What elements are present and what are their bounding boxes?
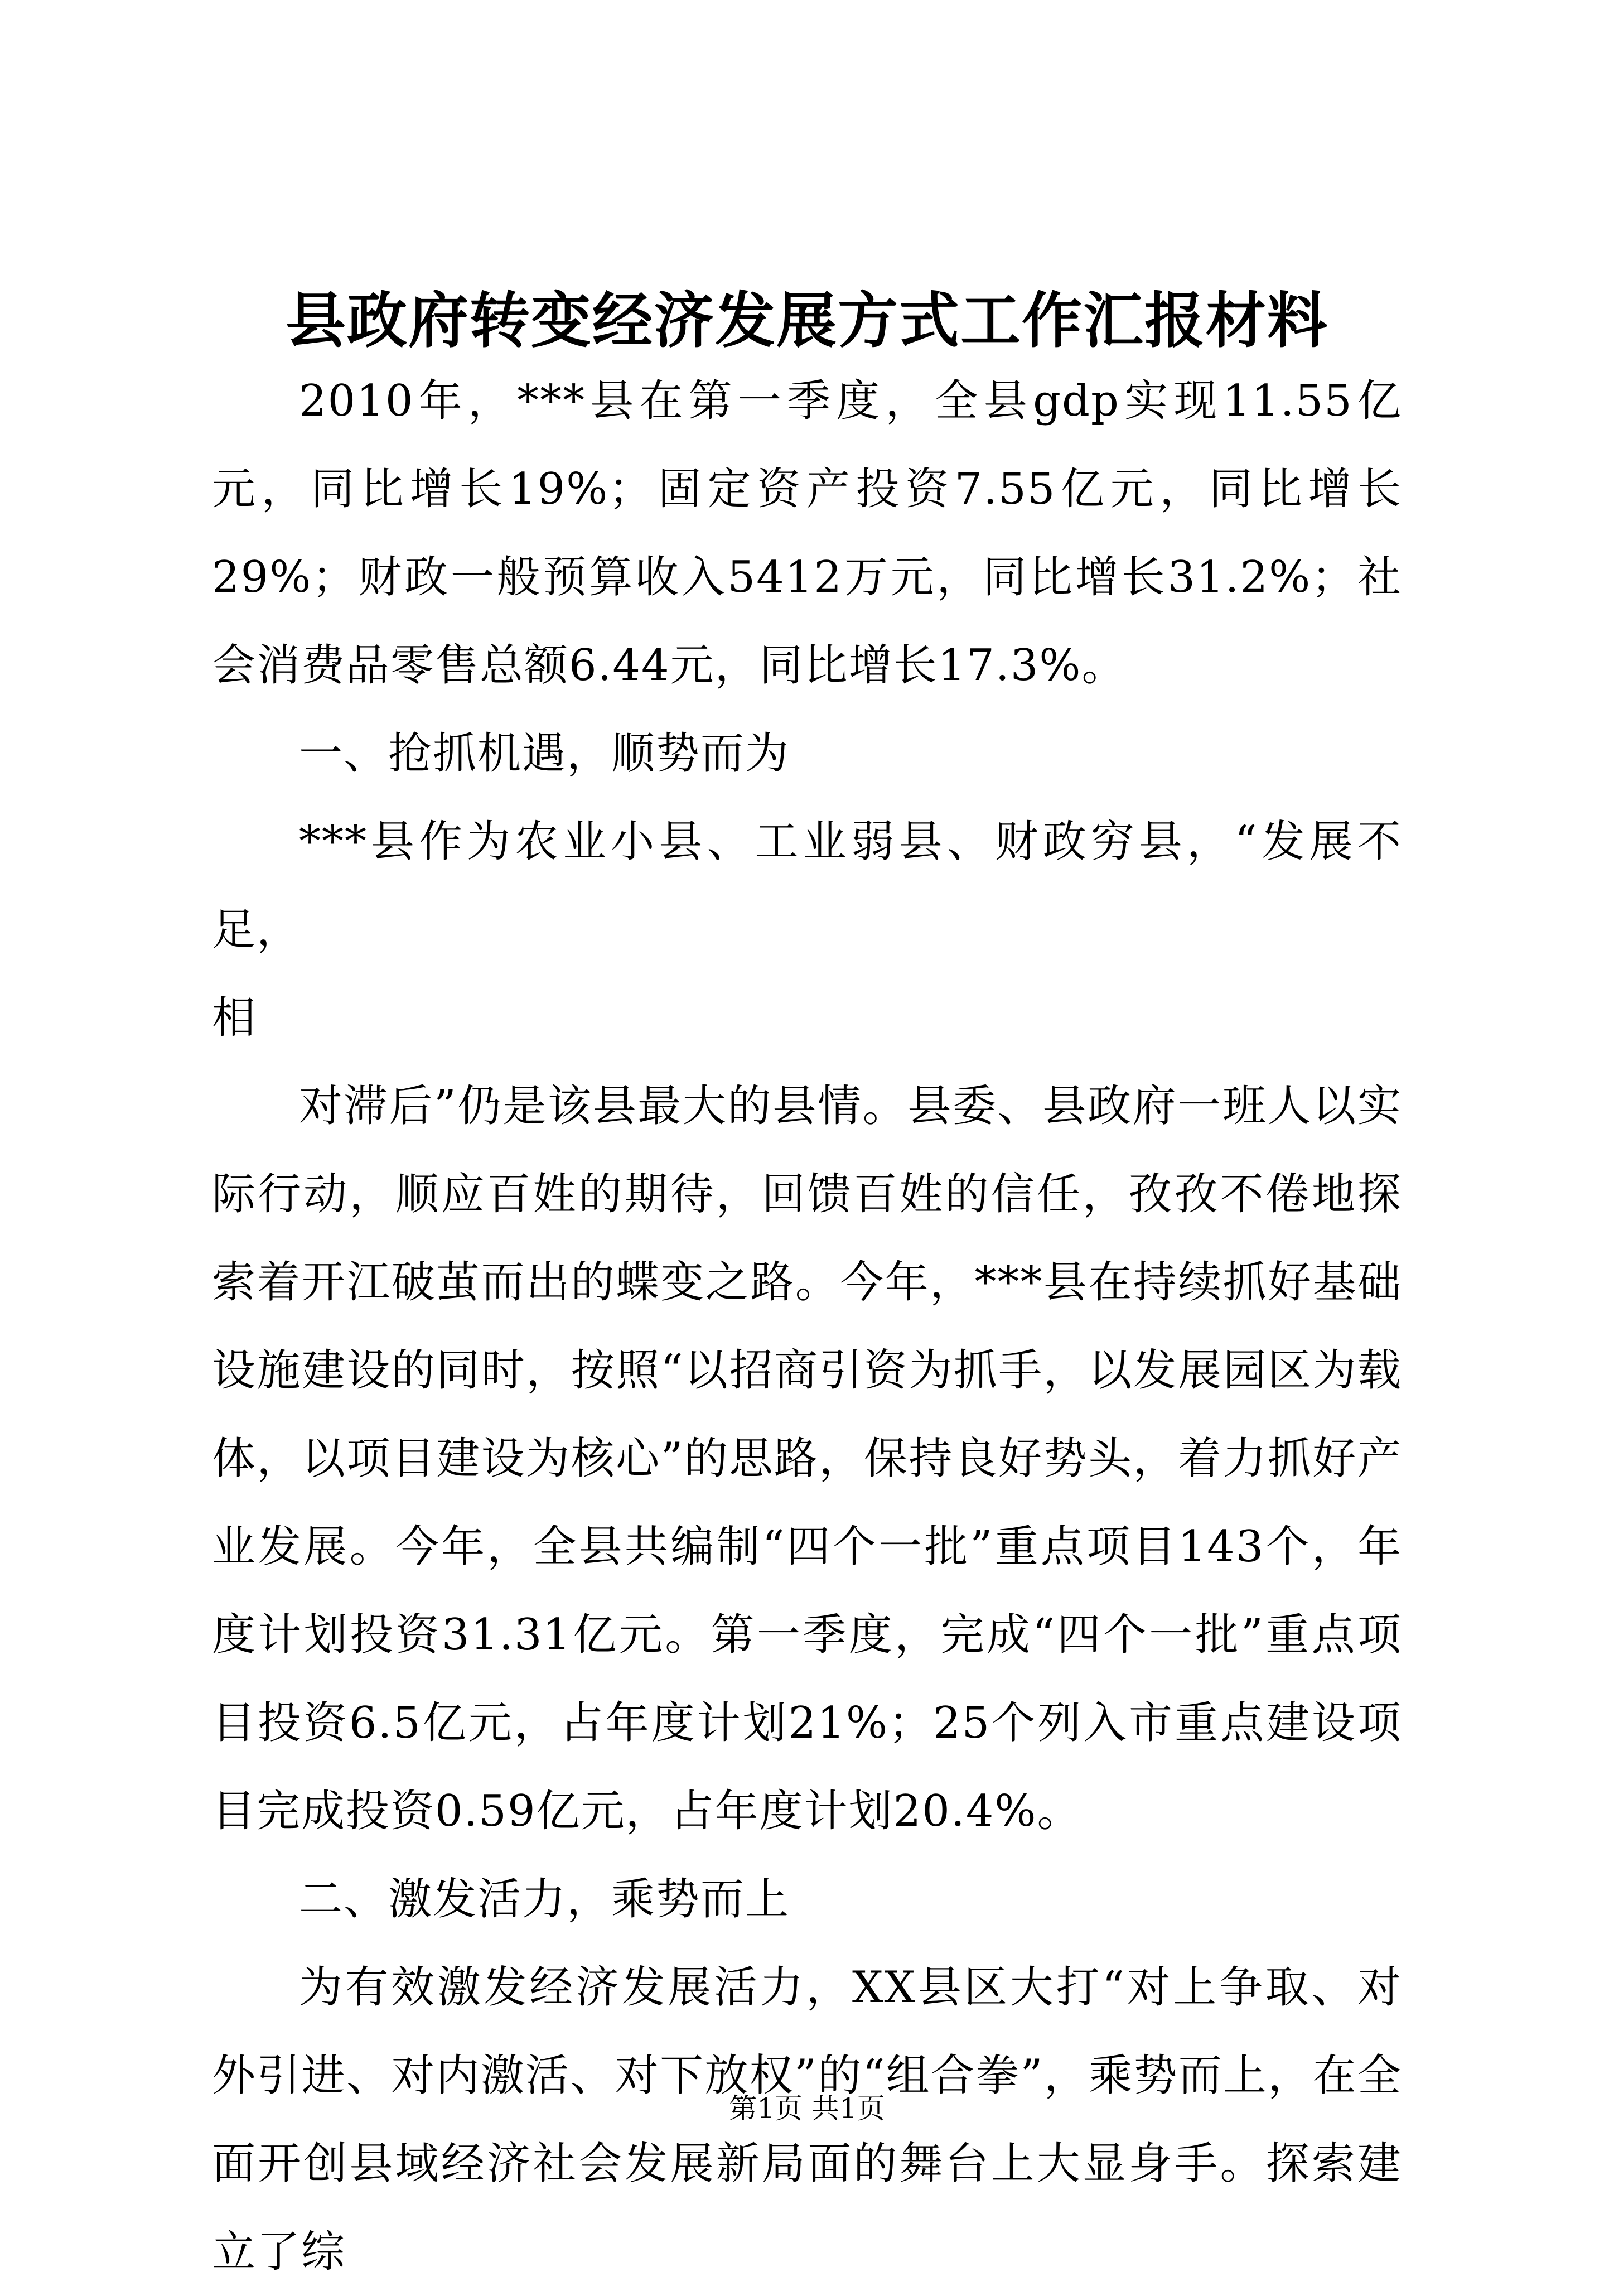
paragraph-development-projects: 对滞后”仍是该县最大的县情。县委、县政府一班人以实际行动，顺应百姓的期待，回馈百姓的信任，孜孜不倦地探索着开江破茧而出的蝶变之路。今年，***县在持续抓好基础设施建设的同时，按照“以招商引资为抓手，以发展园区为载体，以项目建设为核心”的思路，保持良好势头，着力抓好产业发展。今年，全县共编制“四个一批”重点项目143个，年度计划投资31.31亿元。第一季度，完成“四个一批”重点项目投资6.5亿元，占年度计划21%；25个列入市重点建设项目完成投资0.59亿元，占年度计划20.4%。 (212, 1081, 1402, 1836)
paragraph-fragment: 相 (212, 993, 257, 1043)
page-footer: 第1页 共1页 (729, 2092, 885, 2125)
section-heading-2: 二、激发活力，乘势而上 (299, 1874, 790, 1924)
document-title: 县政府转变经济发展方式工作汇报材料 (285, 286, 1328, 356)
document-body (212, 357, 1402, 2296)
paragraph-vitality: 为有效激发经济发展活力，XX县区大打“对上争取、对外引进、对内激活、对下放权”的“组合拳”，乘势而上，在全面开创县域经济社会发展新局面的舞台上大显身手。探索建立了综 (212, 1962, 1402, 2277)
paragraph-intro-statistics: 2010年，***县在第一季度，全县gdp实现11.55亿元，同比增长19%；固定资产投资7.55亿元，同比增长29%；财政一般预算收入5412万元，同比增长31.2%；社会消费品零售总额6.44元，同比增长17.3%。 (212, 376, 1402, 691)
paragraph-county-status: ***县作为农业小县、工业弱县、财政穷县，“发展不足， (212, 817, 1402, 955)
section-heading-1: 一、抢抓机遇，顺势而为 (299, 729, 790, 779)
